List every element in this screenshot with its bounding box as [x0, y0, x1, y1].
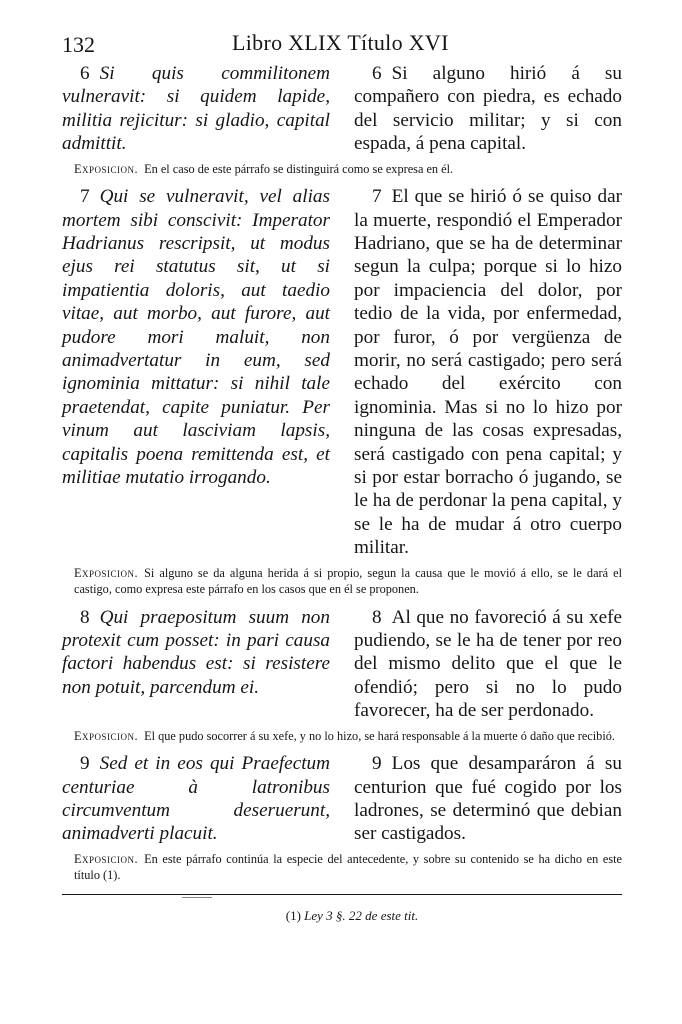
- exposition-7: [74, 565, 622, 598]
- spanish-body: Los que desamparáron á su centurion que fué cogido por los ladrones, se determinó que debian ser castigados.: [354, 753, 622, 845]
- spanish-text: [354, 185, 622, 560]
- latin-text: [62, 752, 330, 846]
- footnote-short-rule: [182, 897, 212, 898]
- latin-body: Qui praepositum suum non protexit cum posset: in pari causa factori habendus est: si resistere non potuit, parcendum ei.: [62, 606, 330, 698]
- exposition-label: Exposicion.: [74, 851, 139, 866]
- latin-body: Si quis commilitonem vulneravit: si quidem lapide, militia rejicitur: si gladio, capital admittit.: [62, 63, 330, 155]
- exposition-text: En este párrafo continúa la especie del antecedente, y sobre su contenido se ha dicho en este título (1).: [74, 851, 622, 883]
- footnote-text: Ley 3 §. 22 de este tit.: [304, 907, 419, 923]
- exposition-text: Si alguno se da alguna herida á si propio, segun la causa que le movió á ello, se le dará el castigo, como expresa este párrafo en los casos que en él se proponen.: [74, 565, 622, 597]
- spanish-text: [354, 606, 622, 723]
- exposition-text: En el caso de este párrafo se distinguirá como se expresa en él.: [144, 161, 454, 176]
- spanish-body: Si alguno hirió á su compañero con piedra, es echado del servicio militar; y si con espada, á pena capital.: [354, 63, 622, 155]
- latin-body: Sed et in eos qui Praefectum centuriae à latronibus circumventum deseruerunt, animadverti placuit.: [62, 753, 330, 845]
- book-page: [62, 28, 622, 924]
- spanish-text: [354, 752, 622, 846]
- paragraph-8: [62, 606, 622, 723]
- paragraph-number: 9: [80, 753, 90, 775]
- latin-text: [62, 606, 330, 723]
- exposition-9: [74, 851, 622, 884]
- paragraph-number: 7: [80, 186, 90, 208]
- spanish-text: [354, 62, 622, 156]
- page-header: [62, 28, 622, 60]
- running-head: Libro XLIX Título XVI: [232, 30, 449, 55]
- paragraph-number: 6: [80, 63, 90, 84]
- paragraph-number: 8: [80, 606, 90, 628]
- exposition-8: [74, 728, 622, 745]
- exposition-label: Exposicion.: [74, 161, 139, 176]
- paragraph-number: 7: [372, 186, 382, 208]
- exposition-text: El que pudo socorrer á su xefe, y no lo hizo, se hará responsable á la muerte ó daño que recibió.: [144, 728, 615, 743]
- latin-text: [62, 62, 330, 156]
- page-number: 132: [62, 32, 95, 57]
- exposition-label: Exposicion.: [74, 565, 139, 580]
- exposition-6: [74, 161, 622, 178]
- footnote-marker: (1): [285, 907, 301, 923]
- paragraph-number: 8: [372, 606, 382, 628]
- latin-text: [62, 185, 330, 560]
- paragraph-number: 9: [372, 753, 382, 775]
- exposition-label: Exposicion.: [74, 728, 139, 743]
- latin-body: Qui se vulneravit, vel alias mortem sibi conscivit: Imperator Hadrianus rescripsit, ut modus ejus rei statutus sit, ut si impatientia doloris, aut taedio vitae, aut morbo, aut furore, aut pudore mori maluit, non animadvertatur in eum, sed ignominia mittatur: si nihil tale praetendat, capite puniatur. Per vinum aut lasciviam lapsis, capitalis poena remittenda est, et militiae mutatio irrogando.: [62, 186, 330, 488]
- paragraph-9: [62, 752, 622, 846]
- paragraph-6: [62, 62, 622, 156]
- spanish-body: Al que no favoreció á su xefe pudiendo, se le ha de tener por reo del mismo delito que el que le ofendió; pero si no lo pudo favorecer, ha de ser perdonado.: [354, 606, 622, 722]
- footnote: [62, 908, 622, 924]
- paragraph-number: 6: [372, 63, 382, 84]
- paragraph-7: [62, 185, 622, 560]
- spanish-body: El que se hirió ó se quiso dar la muerte, respondió el Emperador Hadriano, que se ha de determinar segun la culpa; porque si lo hizo por impaciencia del dolor, por tedio de la vida, por enfermedad, por furor, ó por vergüenza de morir, no será castigado; pero será echado del exército con ignominia. Mas si no lo hizo por ninguna de las cosas expresadas, será castigado con pena capital; y si por estar borracho ó jugando, se le ha de perdonar la pena capital, y se le ha de mudar á otro cuerpo militar.: [354, 186, 622, 559]
- footnote-rule: [62, 894, 622, 895]
